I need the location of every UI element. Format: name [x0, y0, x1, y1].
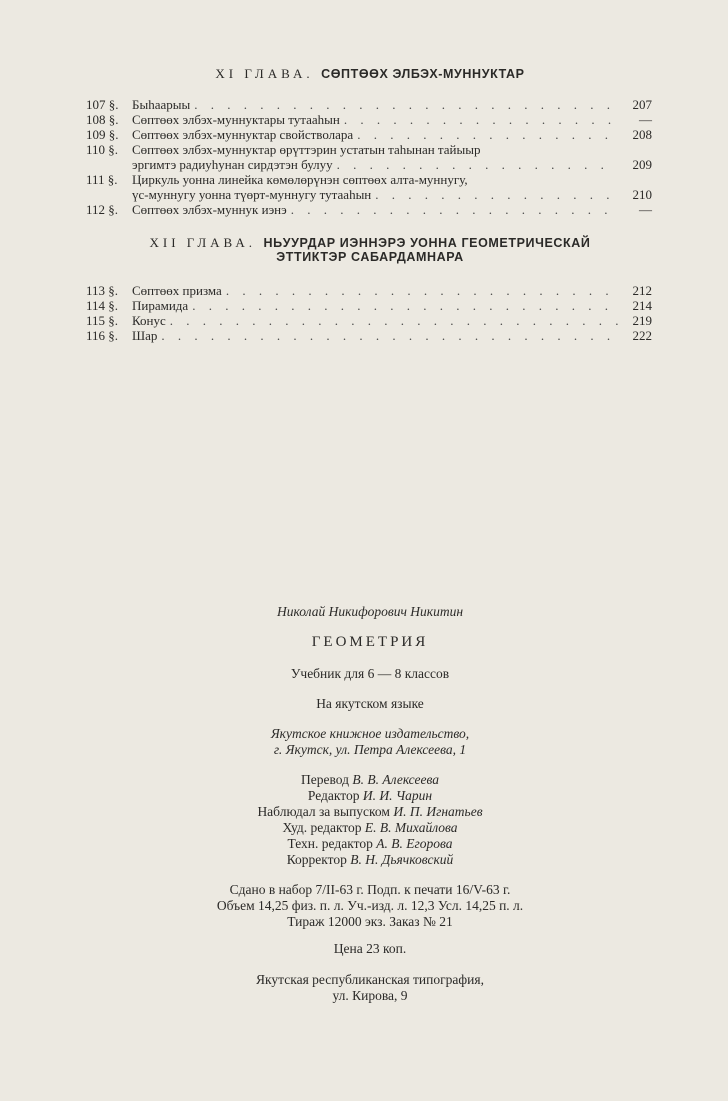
toc-entry: [86, 112, 652, 127]
credit-person: В. Н. Дьячковский: [350, 852, 454, 867]
toc-entry-page: —: [639, 202, 652, 217]
book-title-text: ГЕОМЕТРИЯ: [311, 634, 429, 650]
toc-leader-dots: [192, 298, 618, 313]
toc-leader-dots: [375, 187, 618, 202]
toc-entry-page: 222: [632, 328, 652, 343]
publisher-address: г. Якутск, ул. Петра Алексеева, 1: [273, 742, 467, 757]
toc-entry-continuation: [86, 157, 652, 172]
toc-entry-page: 214: [632, 298, 652, 313]
toc-entry-title: Конус: [132, 313, 166, 328]
credit-person: И. П. Игнатьев: [393, 804, 483, 819]
author-name-text: Николай Никифорович Никитин: [276, 604, 464, 619]
toc-entry-number: 107 §.: [86, 97, 119, 112]
publisher-name: Якутское книжное издательство,: [270, 726, 470, 741]
printer-name: Якутская республиканская типография,: [256, 972, 484, 987]
chapter-12-heading: [80, 236, 660, 264]
credit-line: [150, 836, 590, 852]
toc-entry-number: 115 §.: [86, 313, 119, 328]
chapter-12-number: XII ГЛАВА.: [149, 235, 257, 250]
toc-entry-number: 114 §.: [86, 298, 119, 313]
credit-line: [150, 820, 590, 836]
toc-leader-dots: [161, 328, 618, 343]
credit-line: [150, 788, 590, 804]
toc-entry-title: Сөптөөх элбэх-муннуктары тутааһын: [132, 112, 340, 127]
toc-entry: [86, 313, 652, 328]
toc-entry: [86, 127, 652, 142]
book-subtitle: Учебник для 6 — 8 классов: [290, 666, 450, 681]
toc-leader-dots: [194, 97, 618, 112]
print-line: Объем 14,25 физ. п. л. Уч.-изд. л. 12,3 Усл. 14,25 п. л.: [216, 898, 524, 913]
print-details: [120, 882, 620, 930]
toc-chapter-11: [86, 97, 652, 217]
credit-line: [150, 852, 590, 868]
toc-leader-dots: [291, 202, 618, 217]
printer-block: [150, 972, 590, 1004]
toc-entry-title: Пирамида: [132, 298, 189, 313]
toc-entry-title: үс-муннугу уонна түөрт-муннугу тутааһын: [132, 187, 372, 202]
chapter-11-title: СӨПТӨӨХ ЭЛБЭХ-МУННУКТАР: [321, 67, 525, 81]
toc-entry-title: Сөптөөх призма: [132, 283, 222, 298]
toc-entry-title: эргимтэ радиуһунан сирдэтэн булуу: [132, 157, 333, 172]
toc-leader-dots: [337, 157, 618, 172]
toc-entry-number: 116 §.: [86, 328, 119, 343]
credit-person: А. В. Егорова: [376, 836, 453, 851]
credit-line: [150, 804, 590, 820]
credit-role: Перевод: [301, 772, 350, 787]
toc-entry-title: Циркуль уонна линейка көмөлөрүнэн сөптөөх алта-муннугу,: [132, 172, 468, 187]
toc-chapter-12: [86, 283, 652, 343]
toc-entry: [86, 298, 652, 313]
toc-entry: [86, 172, 652, 187]
credit-person: В. В. Алексеева: [352, 772, 439, 787]
printer-address: ул. Кирова, 9: [332, 988, 408, 1003]
toc-entry-page: 210: [632, 187, 652, 202]
toc-entry-number: 108 §.: [86, 112, 119, 127]
toc-entry-number: 109 §.: [86, 127, 119, 142]
toc-entry-number: 110 §.: [86, 142, 119, 157]
credit-role: Худ. редактор: [282, 820, 362, 835]
toc-entry: [86, 202, 652, 217]
author-name: [150, 604, 590, 620]
toc-entry-title: Сөптөөх элбэх-муннуктар өрүттэрин устатын таһынан тайыыр: [132, 142, 481, 157]
toc-entry-page: 212: [632, 283, 652, 298]
toc-entry-continuation: [86, 187, 652, 202]
toc-leader-dots: [344, 112, 618, 127]
toc-entry-page: 207: [632, 97, 652, 112]
book-title: [150, 634, 590, 650]
chapter-11-number: XI ГЛАВА.: [215, 66, 314, 81]
credit-role: Техн. редактор: [287, 836, 373, 851]
toc-entry: [86, 142, 652, 157]
toc-entry-title: Быһаарыы: [132, 97, 191, 112]
print-line: Тираж 12000 экз. Заказ № 21: [287, 914, 453, 929]
toc-entry: [86, 283, 652, 298]
toc-leader-dots: [357, 127, 618, 142]
price: Цена 23 коп.: [333, 941, 407, 956]
language-note: На якутском языке: [316, 696, 424, 711]
credit-line: [150, 772, 590, 788]
chapter-11-heading: [80, 67, 660, 81]
toc-entry-title: Сөптөөх элбэх-муннук иэнэ: [132, 202, 287, 217]
chapter-12-title-line1: НЬУУРДАР ИЭННЭРЭ УОННА ГЕОМЕТРИЧЕСКАЙ: [263, 236, 591, 250]
chapter-12-title-line2: ЭТТИКТЭР САБАРДАМНАРА: [276, 250, 464, 264]
toc-entry-page: 219: [632, 313, 652, 328]
toc-entry-page: 208: [632, 127, 652, 142]
credit-role: Наблюдал за выпуском: [257, 804, 390, 819]
toc-entry-page: 209: [632, 157, 652, 172]
toc-entry-number: 113 §.: [86, 283, 119, 298]
credit-role: Редактор: [307, 788, 360, 803]
toc-entry-title: Шар: [132, 328, 158, 343]
toc-entry-number: 112 §.: [86, 202, 119, 217]
toc-leader-dots: [170, 313, 618, 328]
toc-entry: [86, 328, 652, 343]
credit-role: Корректор: [286, 852, 347, 867]
print-line: Сдано в набор 7/II-63 г. Подп. к печати 16/V-63 г.: [229, 882, 511, 897]
credit-person: Е. В. Михайлова: [364, 820, 458, 835]
credits-block: [150, 772, 590, 868]
toc-entry-page: —: [639, 112, 652, 127]
credit-person: И. И. Чарин: [362, 788, 433, 803]
toc-entry-title: Сөптөөх элбэх-муннуктар свойстволара: [132, 127, 354, 142]
toc-leader-dots: [226, 283, 618, 298]
toc-entry: [86, 97, 652, 112]
toc-entry-number: 111 §.: [86, 172, 118, 187]
